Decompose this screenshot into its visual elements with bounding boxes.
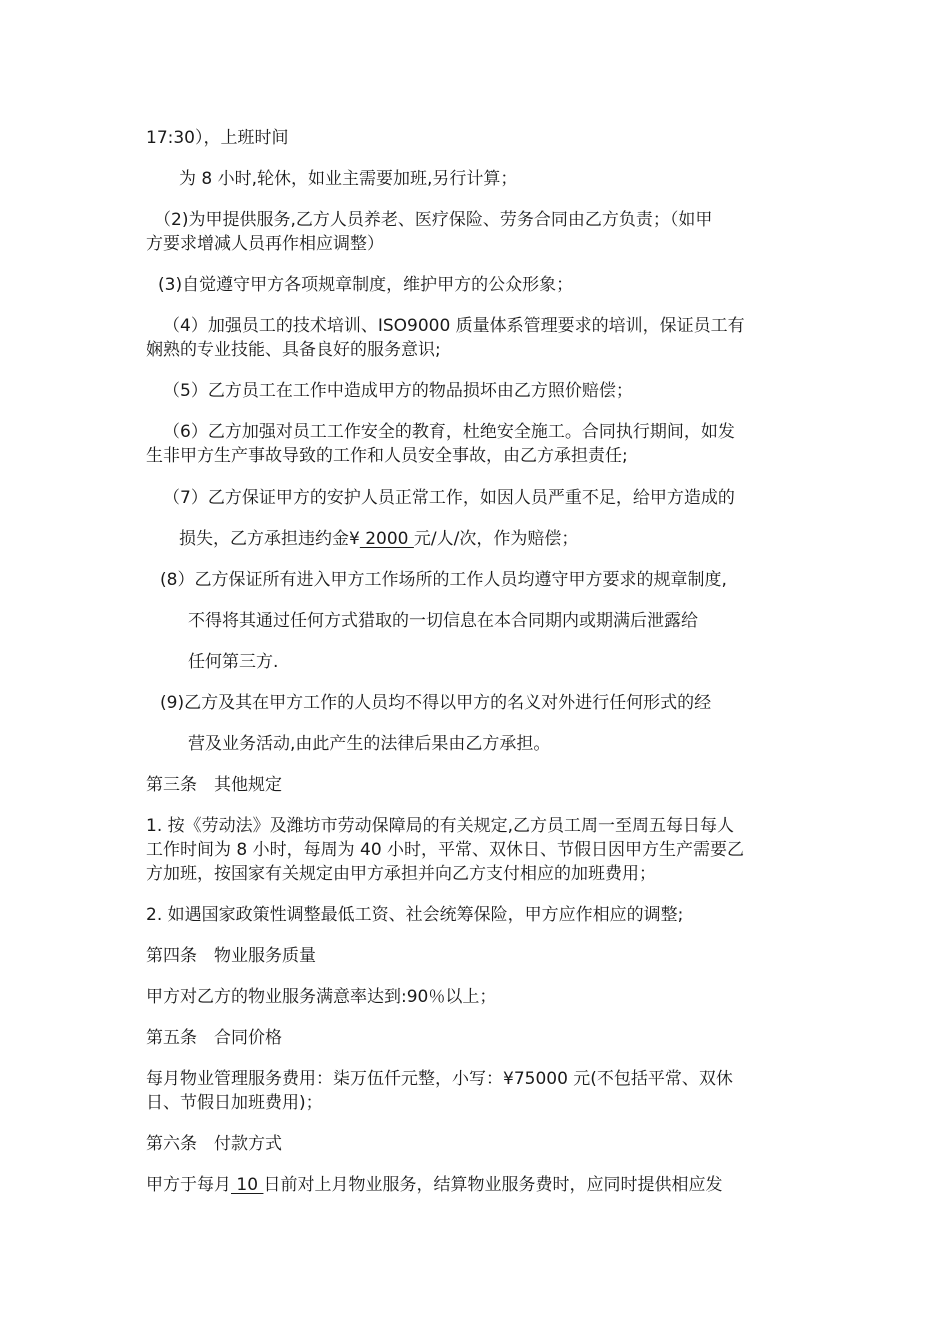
- text-line: 为 8 小时,轮休，如业主需要加班,另行计算；: [179, 169, 518, 189]
- payment-line: [146, 1174, 722, 1196]
- payment-day: 10: [231, 1175, 264, 1195]
- text-line: 工作时间为 8 小时，每周为 40 小时，平常、双休日、节假日因甲方生产需要乙: [146, 840, 745, 860]
- section-heading-4: 第四条 物业服务质量: [146, 946, 316, 966]
- penalty-text-before: 损失，乙方承担违约金¥: [179, 529, 360, 549]
- section-heading-6: 第六条 付款方式: [146, 1134, 282, 1154]
- text-line: （2)为甲提供服务,乙方人员养老、医疗保险、劳务合同由乙方负责；（如甲: [154, 210, 713, 230]
- payment-text-after: 日前对上月物业服务，结算物业服务费时，应同时提供相应发: [263, 1175, 723, 1195]
- text-line: （5）乙方员工在工作中造成甲方的物品损坏由乙方照价赔偿；: [163, 381, 633, 401]
- section-heading-3: 第三条 其他规定: [146, 775, 282, 795]
- text-line: （6）乙方加强对员工工作安全的教育，杜绝安全施工。合同执行期间，如发: [163, 422, 735, 442]
- text-line: (8）乙方保证所有进入甲方工作场所的工作人员均遵守甲方要求的规章制度,: [160, 570, 727, 590]
- text-line: （7）乙方保证甲方的安护人员正常工作，如因人员严重不足，给甲方造成的: [163, 488, 735, 508]
- text-line: (3)自觉遵守甲方各项规章制度，维护甲方的公众形象；: [158, 275, 574, 295]
- text-line: 营及业务活动,由此产生的法律后果由乙方承担。: [188, 734, 551, 754]
- payment-text-before: 甲方于每月: [146, 1175, 231, 1195]
- text-line: 娴熟的专业技能、具备良好的服务意识;: [146, 340, 441, 360]
- text-line: 甲方对乙方的物业服务满意率达到:90％以上；: [146, 987, 497, 1007]
- text-line: 不得将其通过任何方式猎取的一切信息在本合同期内或期满后泄露给: [188, 611, 698, 631]
- text-line: 方要求增减人员再作相应调整）: [146, 234, 384, 254]
- text-line: （4）加强员工的技术培训、ISO9000 质量体系管理要求的培训，保证员工有: [163, 316, 745, 336]
- penalty-text-after: 元/人/次，作为赔偿；: [413, 529, 579, 549]
- text-line: 17:30），上班时间: [146, 128, 289, 148]
- text-line: 日、节假日加班费用)；: [146, 1093, 323, 1113]
- text-line: 2. 如遇国家政策性调整最低工资、社会统筹保险，甲方应作相应的调整;: [146, 905, 684, 925]
- text-line: (9)乙方及其在甲方工作的人员均不得以甲方的名义对外进行任何形式的经: [160, 693, 712, 713]
- section-heading-5: 第五条 合同价格: [146, 1028, 282, 1048]
- text-line: 任何第三方.: [188, 652, 279, 672]
- text-line: 1. 按《劳动法》及潍坊市劳动保障局的有关规定,乙方员工周一至周五每日每人: [146, 816, 735, 836]
- text-line: 方加班，按国家有关规定由甲方承担并向乙方支付相应的加班费用；: [146, 864, 656, 884]
- text-line: 生非甲方生产事故导致的工作和人员安全事故，由乙方承担责任;: [146, 446, 628, 466]
- penalty-line: [179, 528, 578, 550]
- penalty-amount: 2000: [359, 529, 414, 549]
- text-line: 每月物业管理服务费用：柒万伍仟元整，小写：¥75000 元(不包括平常、双休: [146, 1069, 733, 1089]
